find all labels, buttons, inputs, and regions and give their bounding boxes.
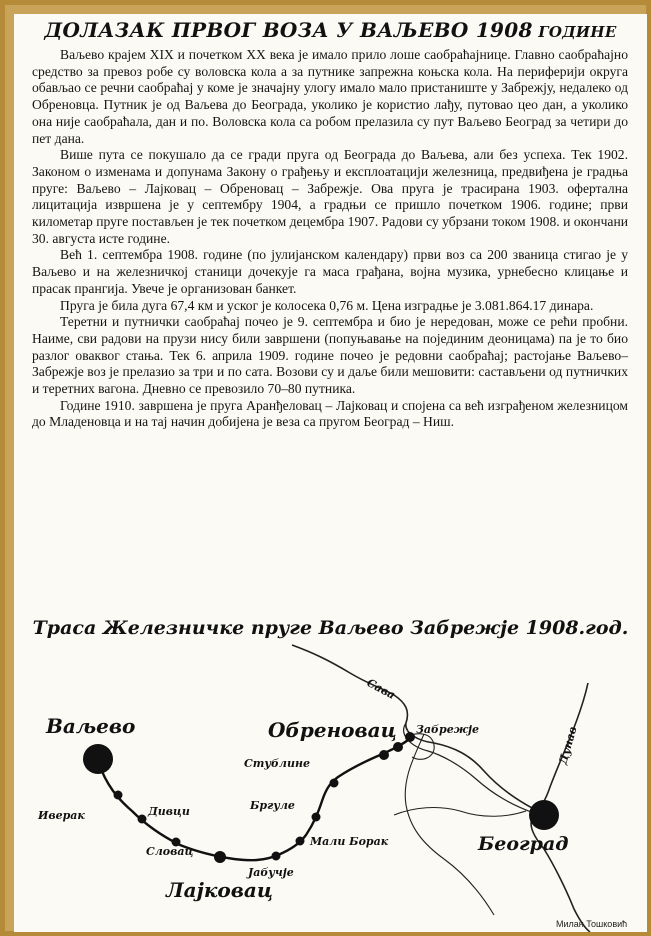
station-label-slovac: Словац [146, 845, 194, 858]
obrenovac-dot-2 [393, 742, 403, 752]
paragraph-1: Ваљево крајем XIX и почетком XX века је имало прило лоше саобраћајнице. Главно саобраћајно средство за превоз робе су воловска кола а за путнике запрежна коњска кола. На периферији округа обављао се речни саобраћај у коме је значајну улогу имало мало пристаниште у Забрежју, недалеко од Обреновца. Путник је од Ваљева до Београда, уколико је користио лађу, путовао цео дан, а уколико она није саобраћала, дан и по. Воловска кола са робом прелазила су пут Ваљево Београд за четири до пет дана. [32, 47, 628, 146]
station-label-jabucje: Јабучје [248, 866, 294, 879]
brgule-dot [312, 813, 321, 822]
paragraph-3: Већ 1. септембра 1908. године (по јулијанском календару) први воз са 200 званица стигао је у Ваљево и на железничкој станици дочекује га маса грађана, војна музика, урнебесно клицање и прасак прангија. Увече је организован банкет. [32, 247, 628, 296]
river-label-sava: Сава [364, 676, 398, 702]
divci-dot [138, 815, 147, 824]
paragraph-2: Више пута се покушало да се гради пруга од Београда до Ваљева, али без успеха. Тек 1902. Законом о изменама и допунама Закону о грађењу и експлоатацији железница, предвиђена је градња пруге: Ваљево – Лајковац – Обреновац – Забрежје. Ова пруга је трасирана 1903. офертална лицитација извршена је у септембру 1904, а градњи се пришло почетком 1906. године; први километар пруге постављен је тек почетком децембра 1907. Радови су убрзани током 1908. и окончани 30. августа исте године. [32, 147, 628, 246]
stubline-dot [330, 779, 339, 788]
valjevo-marker [83, 744, 113, 774]
station-label-mali-borak: Мали Борак [310, 835, 389, 848]
station-label-brgule: Бргуле [250, 799, 295, 812]
zabrezje-dot [405, 732, 415, 742]
paragraph-6: Године 1910. завршена је пруга Аранђеловац – Лајковац и спојена са већ изграђеном железницом до Младеновца и на тај начин добијена је веза са пругом Београд – Ниш. [32, 397, 628, 430]
city-label-beograd: Београд [478, 833, 569, 855]
tributary-river [405, 734, 494, 915]
station-label-zabrezje: Забрежје [416, 723, 480, 736]
stream [394, 808, 526, 817]
city-label-lajkovac: Лајковац [166, 878, 273, 902]
author-signature: Милан Тошковић [556, 919, 628, 929]
city-label-obrenovac: Обреновац [268, 718, 397, 742]
document-page [14, 14, 647, 932]
mali-borak-dot [296, 837, 305, 846]
river-label-dunav: Дунав [556, 725, 580, 766]
beograd-marker [529, 800, 559, 830]
jabucje-dot [272, 852, 281, 861]
station-label-iverak: Иверак [38, 809, 85, 822]
railway-map [14, 639, 647, 932]
article-body [32, 47, 628, 431]
map-title: Траса Железничке пруге Ваљево Забрежје 1908.год. [32, 617, 629, 639]
title-main: ДОЛАЗАК ПРВОГ ВОЗА У ВАЉЕВО 1908 [44, 18, 533, 42]
station-label-stubline: Стублине [244, 757, 310, 770]
city-label-valjevo: Ваљево [46, 714, 136, 738]
lajkovac-marker [214, 851, 226, 863]
title-suffix: ГОДИНЕ [532, 23, 617, 41]
station-label-divci: Дивци [148, 805, 190, 818]
page-title [14, 18, 647, 42]
paragraph-4: Пруга је била дуга 67,4 км и уског је колосека 0,76 м. Цена изградње је 3.081.864.17 динара. [60, 297, 594, 313]
paragraph-5: Теретни и путнички саобраћај почео је 9. септембра и био је нередован, може се рећи пробни. Наиме, сви радови на прузи нису били завршени (попуњавање на појединим деоницама) па је то био разлог оваквог стања. Тек 6. априла 1909. године почео је редовни саобраћај; растојање Ваљево–Забрежје воз је прелазио за три и по сата. Возови су и даље били мешовити: састављени од путничких и теретних вагона. Дневно се превозило 70–80 путника. [32, 314, 628, 397]
obrenovac-dot [379, 750, 389, 760]
iverak-dot [114, 791, 123, 800]
